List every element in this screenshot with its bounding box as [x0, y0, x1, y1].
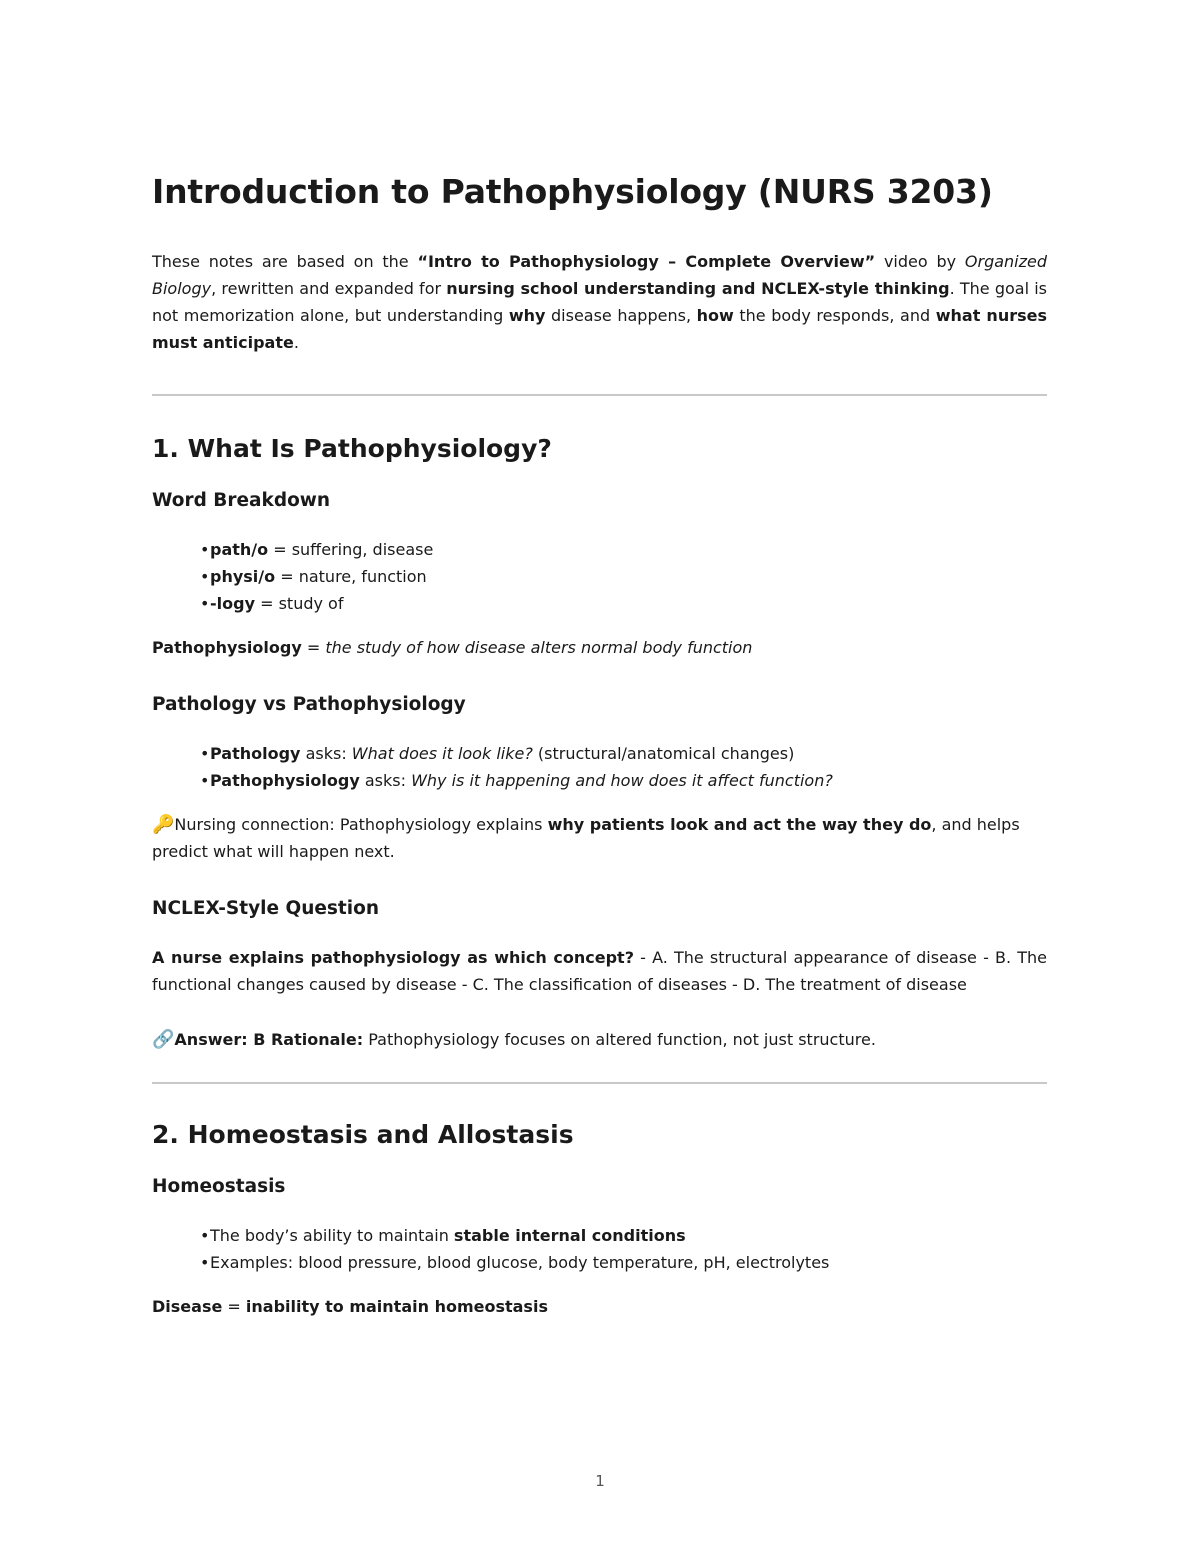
- list-item: •Pathophysiology asks: Why is it happening and how does it affect function?: [200, 771, 833, 790]
- emphasis: why patients look and act the way they do: [547, 815, 932, 834]
- definition: = suffering, disease: [268, 540, 434, 559]
- term: Pathophysiology: [210, 771, 360, 790]
- channel-name: Organized Biology: [152, 252, 1048, 298]
- intro-emphasis: nursing school understanding and NCLEX-style thinking: [446, 279, 950, 298]
- intro-text: . The goal is not memorization alone, but understanding: [152, 279, 1048, 325]
- link-icon: 🔗: [152, 1029, 175, 1050]
- list-item: •Pathology asks: What does it look like? (structural/anatomical changes): [200, 744, 795, 763]
- intro-paragraph: [152, 248, 1047, 356]
- document-page: [152, 170, 1047, 1320]
- term: Disease: [152, 1297, 223, 1316]
- question-stem: A nurse explains pathophysiology as which concept?: [152, 948, 634, 967]
- section-1-heading: 1. What Is Pathophysiology?: [152, 434, 552, 463]
- word-breakdown-list: [152, 536, 1047, 617]
- intro-text: These notes are based on the: [152, 252, 418, 271]
- definition-paragraph: [152, 634, 1047, 661]
- list-item: •path/o = suffering, disease: [200, 540, 434, 559]
- pathology-vs-heading: Pathology vs Pathophysiology: [152, 694, 466, 715]
- term: path/o: [210, 540, 269, 559]
- text: , and helps predict what will happen next.: [152, 815, 1020, 861]
- intro-text: , rewritten and expanded for: [211, 279, 447, 298]
- nclex-heading: NCLEX-Style Question: [152, 898, 379, 919]
- definition: = nature, function: [275, 567, 427, 586]
- intro-text: .: [293, 333, 299, 352]
- page-number: 1: [595, 1472, 605, 1490]
- answer-label: Answer: B: [174, 1030, 266, 1049]
- section-2-heading: 2. Homeostasis and Allostasis: [152, 1120, 574, 1149]
- list-item: •Examples: blood pressure, blood glucose, body temperature, pH, electrolytes: [200, 1253, 830, 1272]
- asks: asks:: [300, 744, 352, 763]
- list-item: •-logy = study of: [200, 594, 344, 613]
- document-title: Introduction to Pathophysiology (NURS 3203): [152, 172, 993, 211]
- pathology-vs-list: [152, 740, 1047, 794]
- text: Examples: blood pressure, blood glucose, body temperature, pH, electrolytes: [210, 1253, 830, 1272]
- asks: asks:: [359, 771, 412, 790]
- definition: inability to maintain homeostasis: [245, 1297, 548, 1316]
- nursing-connection: [152, 811, 1047, 865]
- question: What does it look like?: [351, 744, 533, 763]
- nclex-question: [152, 944, 1047, 998]
- definition: = study of: [255, 594, 344, 613]
- term: Pathophysiology: [152, 638, 302, 657]
- rationale-text: Pathophysiology focuses on altered function, not just structure.: [363, 1030, 876, 1049]
- key-icon: 🔑: [152, 814, 175, 835]
- answer-options: - A. The structural appearance of disease - B. The functional changes caused by disease - C. The classification of diseases - D. The treatment of disease: [152, 948, 1047, 994]
- disease-definition: [152, 1293, 1047, 1320]
- word-breakdown-heading: Word Breakdown: [152, 490, 331, 511]
- intro-emphasis: how: [696, 306, 734, 325]
- section-divider: [152, 394, 1047, 396]
- intro-text: video by: [875, 252, 965, 271]
- intro-emphasis: what nurses must anticipate: [152, 306, 1047, 352]
- definition: the study of how disease alters normal body function: [325, 638, 753, 657]
- video-title: “Intro to Pathophysiology – Complete Overview”: [417, 252, 876, 271]
- emphasis: stable internal conditions: [453, 1226, 686, 1245]
- intro-text: disease happens,: [545, 306, 697, 325]
- intro-text: the body responds, and: [733, 306, 936, 325]
- term: -logy: [210, 594, 255, 613]
- section-divider: [152, 1082, 1047, 1084]
- intro-emphasis: why: [508, 306, 546, 325]
- list-item: •The body’s ability to maintain stable internal conditions: [200, 1226, 686, 1245]
- question: Why is it happening and how does it affect function?: [411, 771, 833, 790]
- text: The body’s ability to maintain: [210, 1226, 454, 1245]
- text: Nursing connection: Pathophysiology explains: [174, 815, 548, 834]
- term: Pathology: [210, 744, 301, 763]
- homeostasis-heading: Homeostasis: [152, 1176, 286, 1197]
- equals: =: [222, 1297, 246, 1316]
- homeostasis-list: [152, 1222, 1047, 1276]
- equals: =: [301, 638, 326, 657]
- nclex-answer: [152, 1026, 1047, 1053]
- rationale-label: Rationale:: [265, 1030, 364, 1049]
- note: (structural/anatomical changes): [532, 744, 795, 763]
- list-item: •physi/o = nature, function: [200, 567, 427, 586]
- term: physi/o: [210, 567, 276, 586]
